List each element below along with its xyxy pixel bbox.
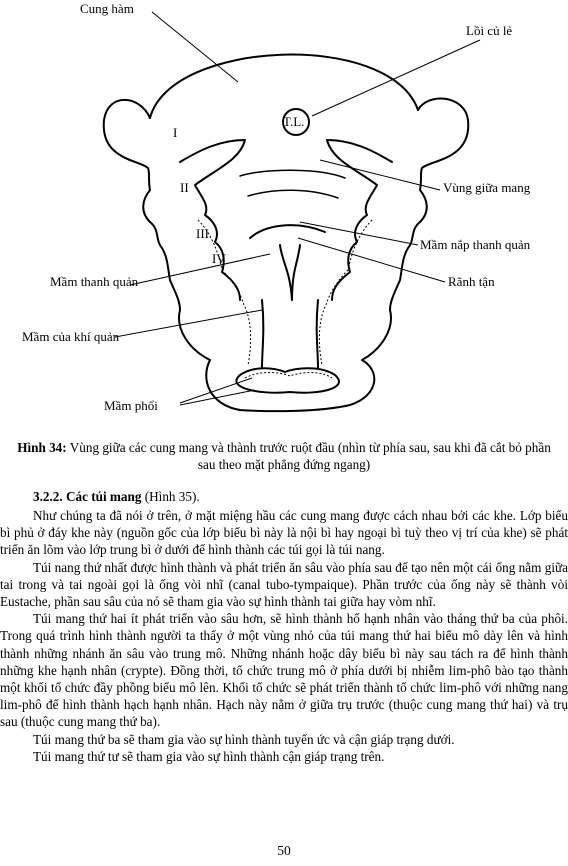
epiglottis-bud bbox=[250, 225, 325, 238]
label-mam-khi-quan: Mầm của khí quản bbox=[22, 329, 120, 344]
paragraph: Như chúng ta đã nói ở trên, ở mặt miệng hầu các cung mang được cách nhau bởi các khe. Lớp biểu bì phủ ở đáy khe này (nguồn gốc của lớp biểu bì này là nội bì hay ngoại bì tuỳ theo vị trí của khe) sẽ phát triển ăn lõm vào lớp trung bì ở dưới để hình thành các túi gọi là túi nang. bbox=[0, 508, 568, 558]
trachea-right-wall bbox=[317, 300, 318, 368]
right-epithelium-dots bbox=[319, 220, 372, 365]
page-number: 50 bbox=[277, 843, 291, 858]
leader-loi-cu-le bbox=[312, 40, 480, 116]
left-epithelium-dots bbox=[198, 220, 251, 365]
paragraph: Túi mang thứ hai ít phát triển vào sâu hơn, sẽ hình thành hố hạnh nhân vào tháng thứ ba của phôi. Trong quá trình hình thành người ta thấy ở một vùng nhỏ của túi mang thứ hai biểu mô dày lên và hình thành những nhánh ăn sâu vào trung mô. Những nhánh hoặc dây biểu bì này sau tách ra để hình thành những khe hạnh nhân (crypte). Đồng thời, tổ chức trung mô ở phía dưới bị nhiễm lim-phô bào tạo thành một khối tổ chức đầy phồng biểu mô lên. Khối tổ chức sẽ phát triển thành tổ chức lim-phô với những nang lim-phô để hình thành hạch hạnh nhân. Hạch này nằm ở giữa trụ trước (thuộc cung mang thứ hai) và trụ sau (thuộc cung mang thứ ba). bbox=[0, 611, 568, 730]
lung-bud-loop bbox=[236, 368, 339, 392]
roman-i: I bbox=[173, 125, 178, 140]
embryology-figure bbox=[0, 0, 568, 430]
lower-body-outline bbox=[179, 310, 391, 411]
roman-ii: II bbox=[180, 180, 189, 195]
leader-mam-phoi-2 bbox=[180, 390, 255, 405]
laryngeal-groove bbox=[280, 245, 300, 300]
lung-epithelium-dots bbox=[245, 373, 332, 379]
leader-mam-khi-quan bbox=[115, 310, 262, 337]
body-text bbox=[0, 507, 568, 765]
label-ranh-tan: Rãnh tận bbox=[448, 274, 495, 289]
roman-iv: IV bbox=[212, 251, 226, 266]
caption-text: Vùng giữa các cung mang và thành trước ruột đầu (nhìn từ phía sau, sau khi đã cắt bỏ phần sau theo mặt phẳng đứng ngang) bbox=[66, 440, 551, 472]
left-inner-contour bbox=[180, 140, 245, 300]
figure-caption bbox=[10, 439, 558, 473]
middle-region-line-2 bbox=[248, 190, 338, 198]
section-ref: (Hình 35). bbox=[141, 489, 200, 504]
middle-region-line bbox=[240, 170, 345, 178]
leader-cung-ham bbox=[152, 12, 238, 82]
paragraph: Túi mang thứ tư sẽ tham gia vào sự hình thành cận giáp trạng trên. bbox=[33, 748, 385, 764]
label-tl: T.L. bbox=[283, 114, 305, 129]
trachea-left-wall bbox=[262, 300, 263, 368]
section-title: Các túi mang bbox=[65, 489, 142, 504]
label-loi-cu-le: Lồi củ lẻ bbox=[466, 23, 513, 38]
label-mam-phoi: Mầm phổi bbox=[104, 398, 158, 413]
label-mam-thanh-quan: Mầm thanh quản bbox=[50, 274, 139, 289]
label-cung-ham: Cung hàm bbox=[80, 1, 134, 16]
label-vung-giua-mang: Vùng giữa mang bbox=[443, 180, 531, 195]
roman-iii: III bbox=[196, 226, 209, 241]
leader-mam-nap bbox=[300, 222, 418, 245]
leader-mam-thanh-quan bbox=[130, 254, 270, 285]
paragraph: Túi nang thứ nhất được hình thành và phát triển ăn sâu vào phía sau để tạo nên một cái ống nằm giữa tai trong và tai ngoài gọi là ống vòi nhĩ (canal tubo-tympaique). Phần trước của ống này sẽ thành vòi Eustache, phần sau sâu của nó sẽ tham gia vào sự hình thành tai giữa hay vòm nhĩ. bbox=[0, 559, 568, 610]
section-number: 3.2.2. bbox=[33, 489, 63, 504]
label-mam-nap-thanh-quan: Mầm nắp thanh quản bbox=[420, 237, 531, 252]
paragraph: Túi mang thứ ba sẽ tham gia vào sự hình thành tuyến ức và cận giáp trạng dưới. bbox=[33, 731, 455, 747]
section-heading bbox=[33, 489, 200, 505]
caption-label: Hình 34: bbox=[17, 440, 67, 455]
